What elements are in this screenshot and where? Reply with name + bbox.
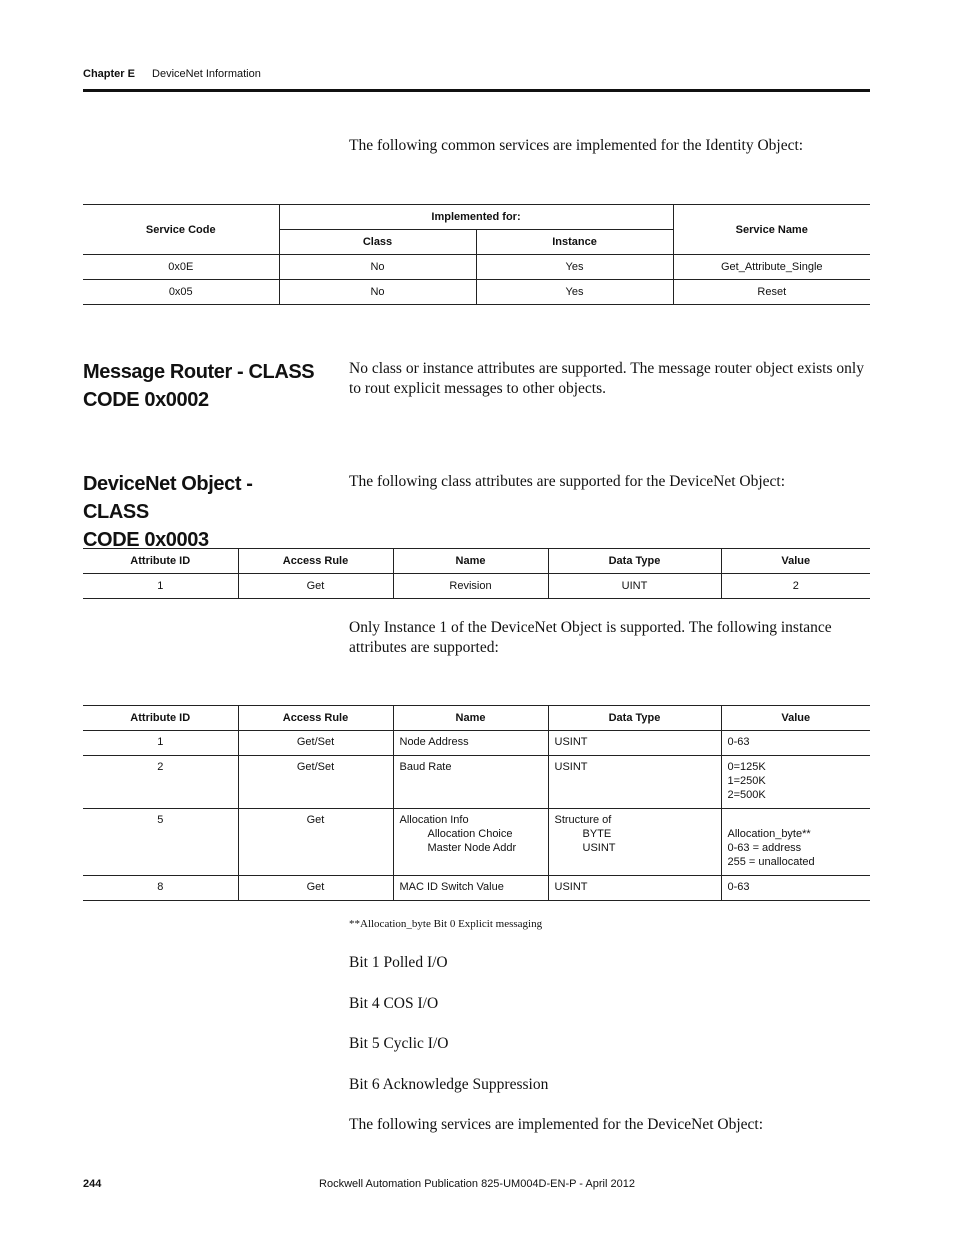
message-router-text: No class or instance attributes are supported. The message router object exists only to rout explicit messages to other objects.	[349, 360, 864, 397]
th-implemented-for: Implemented for:	[279, 205, 673, 230]
th-attribute-id: Attribute ID	[83, 706, 238, 731]
bit-item: Bit 1 Polled I/O	[349, 954, 448, 971]
value-line: 1=250K	[727, 775, 766, 787]
heading-line: CODE 0x0003	[83, 529, 209, 551]
th-attribute-id: Attribute ID	[83, 549, 238, 574]
cell-access: Get/Set	[238, 756, 393, 809]
message-router-heading	[83, 358, 323, 414]
name-subline: Master Node Addr	[427, 842, 517, 854]
identity-intro: The following common services are implemented for the Identity Object:	[349, 137, 804, 154]
cell-name: Get_Attribute_Single	[673, 255, 870, 280]
cell-id: 5	[83, 809, 238, 876]
cell-id: 1	[83, 574, 238, 599]
header-rule	[83, 89, 870, 92]
table-row	[83, 731, 870, 756]
table-row	[83, 809, 870, 876]
cell-type: USINT	[548, 756, 721, 809]
services-intro: The following services are implemented for the DeviceNet Object:	[349, 1116, 764, 1133]
publication-footer: Rockwell Automation Publication 825-UM004D-EN-P - April 2012	[319, 1178, 635, 1190]
value-line: 255 = unallocated	[727, 856, 815, 868]
name-line: Allocation Info	[399, 814, 469, 826]
instance-intro: Only Instance 1 of the DeviceNet Object is supported. The following instance attributes are supported:	[349, 619, 832, 656]
cell-code: 0x05	[83, 280, 279, 305]
cell-code: 0x0E	[83, 255, 279, 280]
table-row	[83, 574, 870, 599]
cell-name: MAC ID Switch Value	[393, 876, 548, 901]
bit-item: Bit 6 Acknowledge Suppression	[349, 1076, 549, 1093]
type-subline: BYTE	[582, 828, 612, 840]
cell-access: Get	[238, 574, 393, 599]
name-subline: Allocation Choice	[427, 828, 513, 840]
cell-name: Revision	[393, 574, 548, 599]
cell-instance: Yes	[476, 280, 673, 305]
th-service-code: Service Code	[83, 205, 279, 255]
devicenet-intro: The following class attributes are supported for the DeviceNet Object:	[349, 473, 786, 490]
cell-instance: Yes	[476, 255, 673, 280]
cell-name: Baud Rate	[393, 756, 548, 809]
running-header	[83, 68, 261, 80]
cell-id: 8	[83, 876, 238, 901]
table-row	[83, 876, 870, 901]
cell-type: UINT	[548, 574, 721, 599]
cell-id: 1	[83, 731, 238, 756]
type-subline: USINT	[582, 842, 616, 854]
identity-services-table	[83, 204, 870, 305]
th-class: Class	[279, 230, 476, 255]
cell-value: 2	[721, 574, 870, 599]
heading-line: DeviceNet Object - CLASS	[83, 473, 253, 523]
value-line: 0-63 = address	[727, 842, 802, 854]
cell-access: Get	[238, 809, 393, 876]
cell-type: USINT	[548, 876, 721, 901]
th-value: Value	[721, 706, 870, 731]
value-line: 2=500K	[727, 789, 766, 801]
chapter-label: Chapter E	[83, 68, 135, 80]
bit-item: Bit 5 Cyclic I/O	[349, 1035, 449, 1052]
th-data-type: Data Type	[548, 706, 721, 731]
heading-line: Message Router - CLASS	[83, 361, 315, 383]
cell-class: No	[279, 280, 476, 305]
value-line: Allocation_byte**	[727, 828, 811, 840]
table-row	[83, 756, 870, 809]
page-number: 244	[83, 1178, 102, 1190]
cell-value	[721, 756, 870, 809]
instance-attributes-table	[83, 705, 870, 901]
th-value: Value	[721, 549, 870, 574]
value-line: 0=125K	[727, 761, 766, 773]
th-access-rule: Access Rule	[238, 706, 393, 731]
heading-line: CODE 0x0002	[83, 389, 209, 411]
table-row	[83, 255, 870, 280]
th-name: Name	[393, 549, 548, 574]
devicenet-object-heading	[83, 470, 323, 554]
chapter-title: DeviceNet Information	[152, 68, 261, 80]
class-attributes-table	[83, 548, 870, 599]
cell-class: No	[279, 255, 476, 280]
cell-access: Get	[238, 876, 393, 901]
bit-item: Bit 4 COS I/O	[349, 995, 439, 1012]
table-row	[83, 280, 870, 305]
th-service-name: Service Name	[673, 205, 870, 255]
th-instance: Instance	[476, 230, 673, 255]
type-line: Structure of	[554, 814, 612, 826]
cell-access: Get/Set	[238, 731, 393, 756]
cell-name	[393, 809, 548, 876]
cell-value	[721, 809, 870, 876]
cell-type	[548, 809, 721, 876]
cell-value: 0-63	[721, 876, 870, 901]
th-name: Name	[393, 706, 548, 731]
th-data-type: Data Type	[548, 549, 721, 574]
th-access-rule: Access Rule	[238, 549, 393, 574]
cell-value: 0-63	[721, 731, 870, 756]
cell-name: Reset	[673, 280, 870, 305]
cell-id: 2	[83, 756, 238, 809]
table-footnote: **Allocation_byte Bit 0 Explicit messaging	[349, 918, 543, 930]
cell-type: USINT	[548, 731, 721, 756]
cell-name: Node Address	[393, 731, 548, 756]
